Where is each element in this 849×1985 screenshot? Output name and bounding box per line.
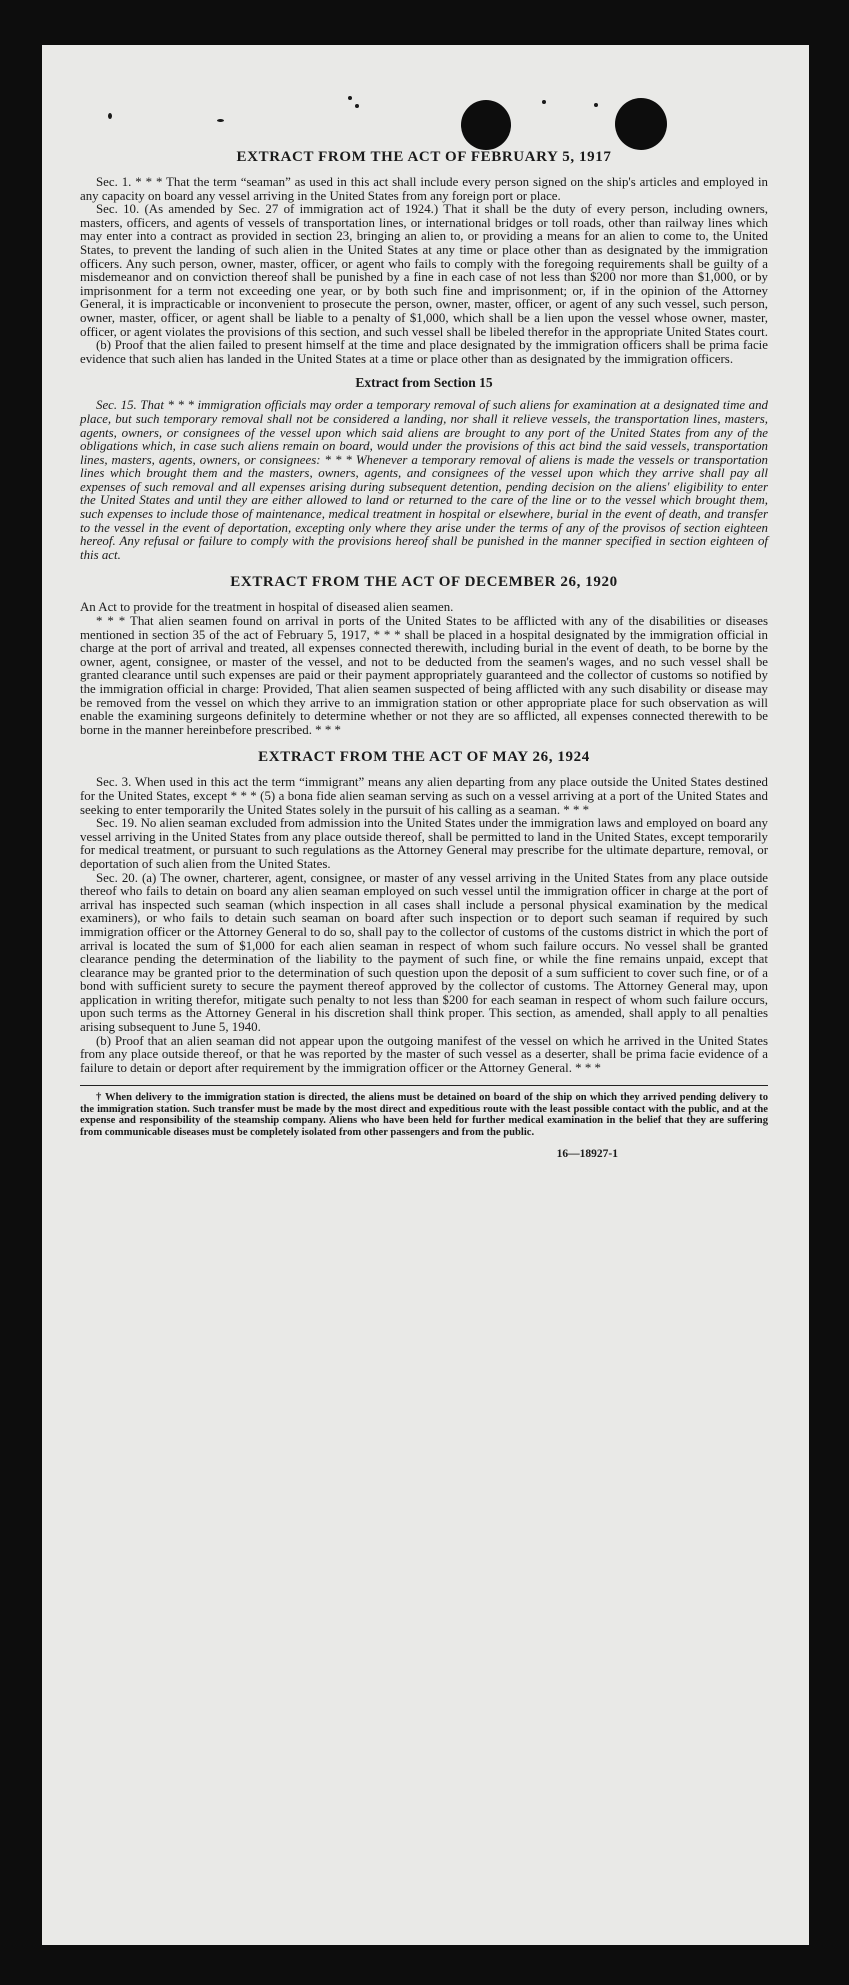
paragraph-sec-10: Sec. 10. (As amended by Sec. 27 of immigration act of 1924.) That it shall be the duty of every person, including owners, masters, officers, and agents of vessels of transportation lines, or international bridges or toll roads, other than railway lines which may enter into a contract as provided in section 23, bringing an alien to, or providing a means for an alien to come to, the United States, to prevent the landing of such alien in the United States at any time or place other than as designated by the immigration officers. Any such person, owner, master, officer, or agent who fails to comply with the foregoing requirements shall be guilty of a misdemeanor and on conviction thereof shall be punished by a fine in each case of not less than $200 nor more than $1,000, or by imprisonment for a term not exceeding one year, or by both such fine and imprisonment; or, if in the opinion of the Attorney General, it is impracticable or inconvenient to prosecute the person, owner, master, officer, or agent of any such vessel, such person, owner, master, officer, or agent shall be liable to a penalty of $1,000, which shall be a lien upon the vessel whose owner, master, officer, or agent violates the provisions of this section, and such vessel shall be libeled therefor in the appropriate United States court. [80, 202, 768, 339]
section-heading-dec-1920: EXTRACT FROM THE ACT OF DECEMBER 26, 1920 [230, 574, 618, 591]
paragraph-sec-10b: (b) Proof that the alien failed to present himself at the time and place designated by the immigration officers shall be prima facie evidence that such alien has landed in the United States at a time or place other than as designated by the immigration officers. [80, 338, 768, 366]
speck-mark [594, 103, 598, 107]
punch-hole-left [461, 100, 511, 150]
paragraph-sec-19: Sec. 19. No alien seaman excluded from admission into the United States under the immigration laws and employed on board any vessel arriving in the United States from any place outside thereof, shall be permitted to land in the United States, except temporarily for medical treatment, or pursuant to such regulations as the Attorney General may prescribe for the ultimate departure, removal, or deportation of such alien from the United States. [80, 816, 768, 871]
speck-mark [355, 104, 359, 108]
paragraph-hospital-treatment: * * * That alien seamen found on arrival in ports of the United States to be afflicted with any of the disabilities or diseases mentioned in section 35 of the act of February 5, 1917, * * * shall be placed in a hospital designated by the immigration official in charge at the port of arrival and treated, all expenses connected therewith, including burial in the event of death, to be borne by the owner, agent, consignee, or master of the vessel, and not to be deducted from the seamen's wages, and no such vessel shall be granted clearance until such expenses are paid or their payment appropriately guaranteed and the collector of customs so notified by the immigration official in charge: Provided, That alien seamen suspected of being afflicted with any such disability or disease may be removed from the vessel on which they arrive to an immigration station or other appropriate place for such observation as will enable the examining surgeons definitely to determine whether or not they are so afflicted, all expenses connected therewith to be borne in the manner hereinbefore prescribed. * * * [80, 614, 768, 737]
paragraph-sec-20b: (b) Proof that an alien seaman did not appear upon the outgoing manifest of the vessel on which he arrived in the United States from any place outside thereof, or that he was reported by the master of such vessel as a deserter, shall be prima facie evidence of a failure to detain or deport after requirement by the immigration officer or the Attorney General. * * * [80, 1033, 768, 1075]
speck-mark [217, 119, 224, 122]
speck-mark [348, 96, 352, 100]
footnote: † When delivery to the immigration station is directed, the aliens must be detained on board of the ship on which they arrived pending delivery to the immigration station. Such transfer must be made by the most direct and expeditious route with the least possible contact with the public, and at the expense and responsibility of the steamship company. Aliens who have been held for further medical examination in the belief that they are suffering from communicable diseases must be completely isolated from other passengers and from the public. [80, 1092, 768, 1138]
section-heading-feb-1917: EXTRACT FROM THE ACT OF FEBRUARY 5, 1917 [236, 149, 612, 165]
document-number: 16—18927-1 [556, 1148, 618, 1161]
paragraph-act-title: An Act to provide for the treatment in hospital of diseased alien seamen. [80, 600, 454, 615]
section-heading-may-1924: EXTRACT FROM THE ACT OF MAY 26, 1924 [258, 749, 590, 766]
paragraph-sec-3: Sec. 3. When used in this act the term “immigrant” means any alien departing from any place outside the United States destined for the United States, except * * * (5) a bona fide alien seaman serving as such on a vessel arriving at a port of the United States and seeking to enter temporarily the United States solely in the pursuit of his calling as a seaman. * * * [80, 775, 768, 817]
paragraph-sec-1: Sec. 1. * * * That the term “seaman” as used in this act shall include every person signed on the ship's articles and employed in any capacity on board any vessel arriving in the United States from any foreign port or place. [80, 175, 768, 203]
document-body [80, 149, 768, 1160]
subheading-section-15: Extract from Section 15 [355, 375, 493, 391]
paragraph-sec-15: Sec. 15. That * * * immigration officials may order a temporary removal of such aliens for examination at a designated time and place, but such temporary removal shall not be considered a landing, nor shall it relieve vessels, the transportation lines, masters, agents, owners, or consignees of the vessel upon which said aliens are brought to any port of the United States from any of the obligations which, in case such aliens remain on board, would under the provisions of this act bind the said vessels, transportation lines, masters, agents, owners, or consignees: * * * Whenever a temporary removal of aliens is made the vessels or transportation lines which brought them and the masters, owners, agents, and consignees of the vessel upon which they arrive shall pay all expenses of such removal and all expenses arising during subsequent detention, pending decision on the aliens' eligibility to enter the United States and until they are either allowed to land or returned to the care of the line or to the vessel which brought them, such expenses to include those of maintenance, medical treatment in hospital or elsewhere, burial in the event of death, and transfer to the vessel in the event of deportation, excepting only where they arise under the terms of any of the provisos of section eighteen hereof. Any refusal or failure to comply with the provisions hereof shall be punished in the manner specified in section eighteen of this act. [80, 398, 768, 562]
document-page [42, 45, 809, 1945]
speck-mark [108, 113, 112, 119]
punch-hole-right [615, 98, 667, 150]
paragraph-sec-20a: Sec. 20. (a) The owner, charterer, agent, consignee, or master of any vessel arriving in the United States from any place outside thereof who fails to detain on board any alien seaman employed on such vessel until the immigration officer in charge at the port of arrival has inspected such seaman (which inspection in all cases shall include a personal physical examination by the medical examiners), or who fails to detain such seaman on board after such inspection or to deport such seaman if required by such immigration officer or the Attorney General to do so, shall pay to the collector of customs of the customs district in which the port of arrival is located the sum of $1,000 for each alien seaman in respect of whom such failure occurs. No vessel shall be granted clearance pending the determination of the liability to the payment of such fine, or while the fine remains unpaid, except that clearance may be granted prior to the determination of such question upon the deposit of a sum sufficient to cover such fine, or of a bond with sufficient surety to secure the payment thereof approved by the collector of customs. The Attorney General may, upon application in writing therefor, mitigate such penalty to not less than $200 for each seaman in respect of whom such failure occurs, upon such terms as the Attorney General in his discretion shall think proper. This section, as amended, shall apply to all penalties arising subsequent to June 5, 1940. [80, 870, 768, 1035]
footnote-divider [80, 1085, 768, 1086]
speck-mark [542, 100, 546, 104]
